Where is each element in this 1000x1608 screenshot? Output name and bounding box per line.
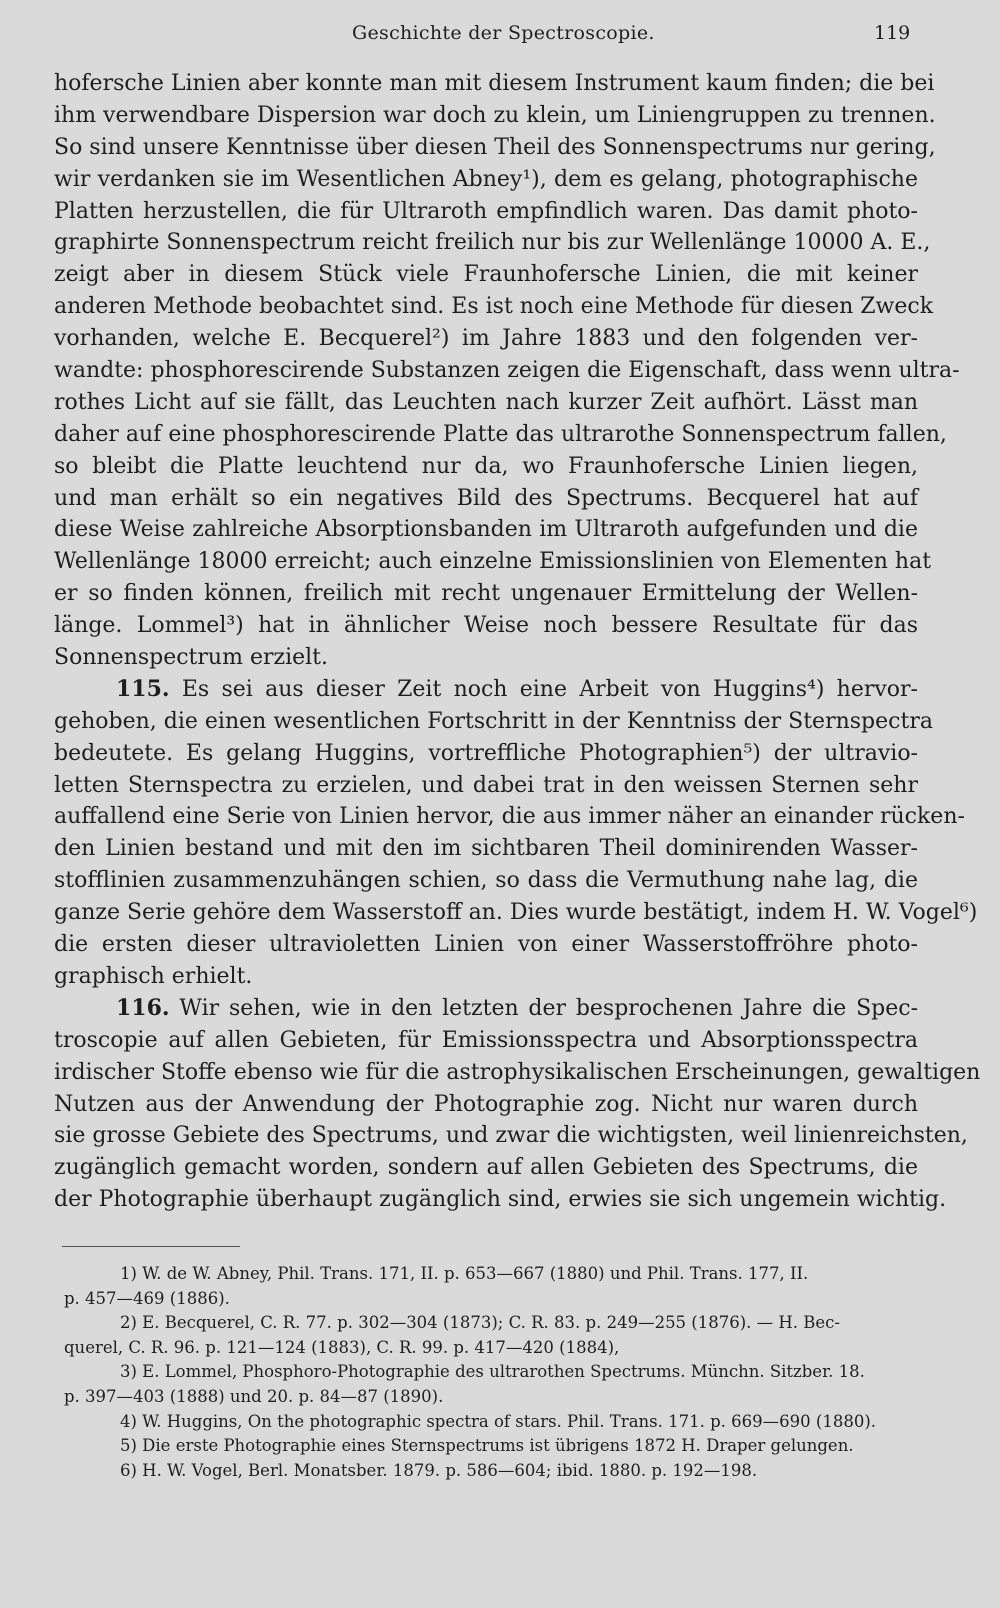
text-line: der Photographie überhaupt zugänglich sind, erwies sie sich ungemein wichtig. <box>54 1187 947 1213</box>
footnotes <box>64 1262 926 1483</box>
text-line: die ersten dieser ultravioletten Linien von einer Wasserstoffröhre photo- <box>54 932 918 958</box>
text-line: graphisch erhielt. <box>54 963 253 989</box>
text-line: vorhanden, welche E. Becquerel²) im Jahre 1883 und den folgenden ver- <box>54 326 918 352</box>
text-line: zugänglich gemacht worden, sondern auf allen Gebieten des Spectrums, die <box>54 1155 918 1181</box>
section-115-first-line <box>54 674 918 706</box>
footnote-1-cont: p. 457—469 (1886). <box>64 1288 230 1308</box>
text-line: diese Weise zahlreiche Absorptionsbanden im Ultraroth aufgefunden und die <box>54 517 918 543</box>
text-line: Wellenlänge 18000 erreicht; auch einzelne Emissionslinien von Elementen hat <box>54 549 932 575</box>
text-line: er so finden können, freilich mit recht ungenauer Ermittelung der Wellen- <box>54 581 918 607</box>
footnote-2-cont: querel, C. R. 96. p. 121—124 (1883), C. R. 99. p. 417—420 (1884), <box>64 1337 620 1357</box>
text-line: ganze Serie gehöre dem Wasserstoff an. Dies wurde bestätigt, indem H. W. Vogel⁶) <box>54 900 978 926</box>
text-line: gehoben, die einen wesentlichen Fortschritt in der Kenntniss der Sternspectra <box>54 708 933 734</box>
text-line: So sind unsere Kenntnisse über diesen Theil des Sonnenspectrums nur gering, <box>54 134 936 160</box>
text-line: anderen Methode beobachtet sind. Es ist noch eine Methode für diesen Zweck <box>54 294 934 320</box>
main-text <box>54 68 981 1216</box>
text-line: irdischer Stoffe ebenso wie für die astrophysikalischen Erscheinungen, gewaltigen <box>54 1059 981 1085</box>
text-line: daher auf eine phosphorescirende Platte das ultrarothe Sonnenspectrum fallen, <box>54 421 947 447</box>
text-line: länge. Lommel³) hat in ähnlicher Weise noch bessere Resultate für das <box>54 613 918 639</box>
footnote-6: 6) H. W. Vogel, Berl. Monatsber. 1879. p. 586—604; ibid. 1880. p. 192—198. <box>120 1460 758 1480</box>
running-title: Geschichte der Spectroscopie. <box>352 22 655 44</box>
footnote-separator <box>62 1246 240 1247</box>
footnote-3: 3) E. Lommel, Phosphoro-Photographie des ultrarothen Spectrums. Münchn. Sitzber. 18. <box>120 1362 865 1382</box>
page-header <box>0 22 1000 52</box>
text-line: bedeutete. Es gelang Huggins, vortreffliche Photographien⁵) der ultravio- <box>54 740 918 766</box>
text-line: letten Sternspectra zu erzielen, und dabei trat in den weissen Sternen sehr <box>54 772 918 798</box>
text-line: troscopie auf allen Gebieten, für Emissionsspectra und Absorptionsspectra <box>54 1027 918 1053</box>
footnote-4: 4) W. Huggins, On the photographic spectra of stars. Phil. Trans. 171. p. 669—690 (1880). <box>120 1411 877 1431</box>
text-line: graphirte Sonnenspectrum reicht freilich nur bis zur Wellenlänge 10000 A. E., <box>54 230 931 256</box>
text-line: den Linien bestand und mit den im sichtbaren Theil dominirenden Wasser- <box>54 836 918 862</box>
text-line: zeigt aber in diesem Stück viele Fraunhofersche Linien, die mit keiner <box>54 262 918 288</box>
footnote-2: 2) E. Becquerel, C. R. 77. p. 302—304 (1873); C. R. 83. p. 249—255 (1876). — H. Bec- <box>120 1313 840 1333</box>
text-line: sie grosse Gebiete des Spectrums, und zwar die wichtigsten, weil linienreichsten, <box>54 1123 968 1149</box>
page-number: 119 <box>874 22 911 44</box>
text-line: stofflinien zusammenzuhängen schien, so dass die Vermuthung nahe lag, die <box>54 868 918 894</box>
section-116-first-text: Wir sehen, wie in den letzten der besprochenen Jahre die Spec- <box>179 995 918 1021</box>
section-115-first-text: Es sei aus dieser Zeit noch eine Arbeit von Huggins⁴) hervor- <box>181 676 918 702</box>
footnote-5: 5) Die erste Photographie eines Sternspectrums ist übrigens 1872 H. Draper gelungen. <box>120 1436 854 1456</box>
text-line: Platten herzustellen, die für Ultraroth empfindlich waren. Das damit photo- <box>54 198 918 224</box>
text-line: hofersche Linien aber konnte man mit diesem Instrument kaum finden; die bei <box>54 71 935 96</box>
text-line: so bleibt die Platte leuchtend nur da, wo Fraunhofersche Linien liegen, <box>54 453 918 479</box>
text-line: Sonnenspectrum erzielt. <box>54 645 328 671</box>
text-line: wandte: phosphorescirende Substanzen zeigen die Eigenschaft, dass wenn ultra- <box>54 358 960 384</box>
section-116-first-line <box>54 993 918 1025</box>
footnote-1: 1) W. de W. Abney, Phil. Trans. 171, II. p. 653—667 (1880) und Phil. Trans. 177, II. <box>120 1264 809 1283</box>
text-line: ihm verwendbare Dispersion war doch zu klein, um Liniengruppen zu trennen. <box>54 102 936 128</box>
text-line: und man erhält so ein negatives Bild des Spectrums. Becquerel hat auf <box>54 485 918 511</box>
footnote-3-cont: p. 397—403 (1888) und 20. p. 84—87 (1890). <box>64 1386 444 1406</box>
text-line: wir verdanken sie im Wesentlichen Abney¹), dem es gelang, photographische <box>54 166 918 192</box>
section-number-115: 115. <box>116 675 170 702</box>
text-line: rothes Licht auf sie fällt, das Leuchten nach kurzer Zeit aufhört. Lässt man <box>54 389 918 415</box>
text-line: Nutzen aus der Anwendung der Photographie zog. Nicht nur waren durch <box>54 1091 918 1117</box>
section-number-116: 116. <box>116 994 170 1021</box>
text-line: auffallend eine Serie von Linien hervor, die aus immer näher an einander rücken- <box>54 804 965 830</box>
